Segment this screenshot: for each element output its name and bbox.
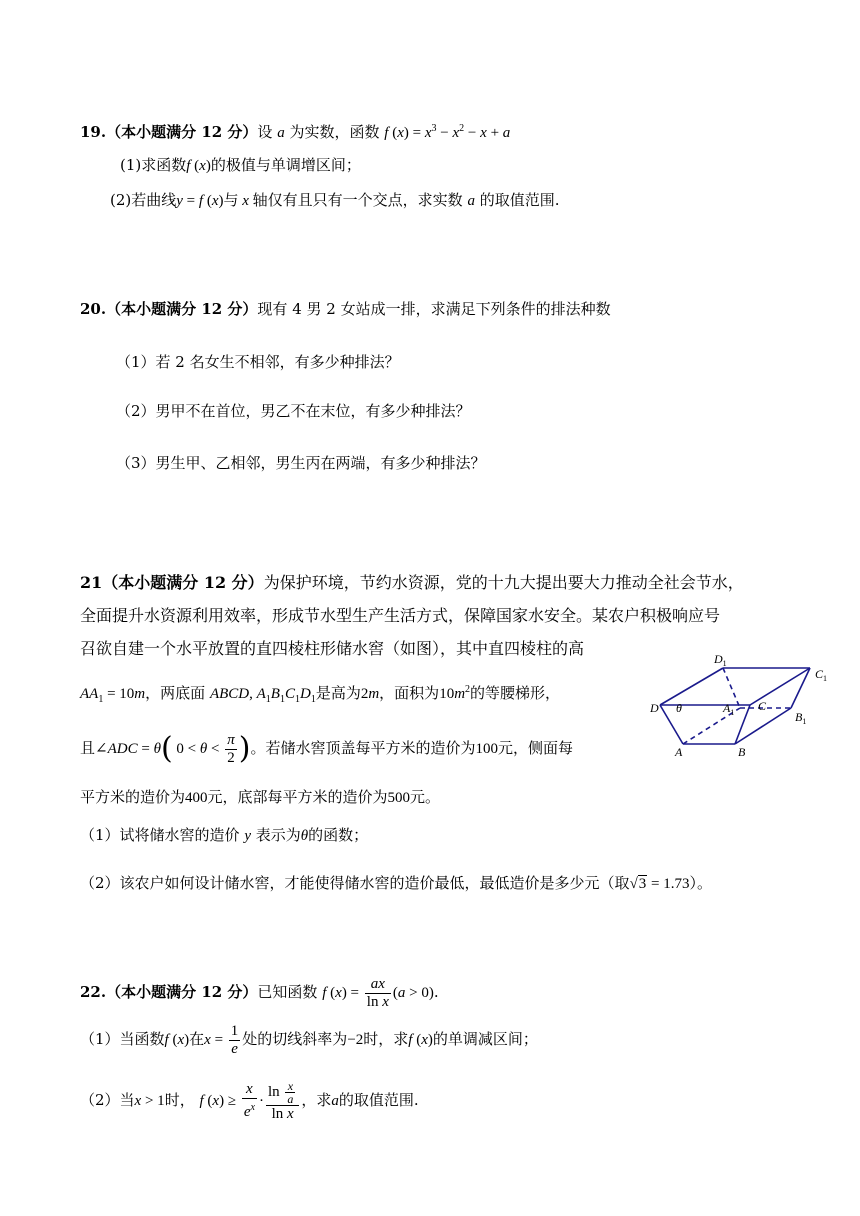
- q19-stem: 19.（本小题满分 12 分）设 a 为实数，函数 f $(x) = x^3 - x^2 - x + a$: [80, 123, 511, 141]
- label-A1: $A_1$: [723, 701, 735, 717]
- label-D1: $D_1$: [714, 652, 727, 668]
- prism-figure: [650, 650, 840, 760]
- label-theta: θ: [676, 701, 682, 715]
- q22-part2: （2）当x > 1时， f (x) ≥ $\frac{x}{e^x}$ · ln $\frac{x}{a}$ ln x ，求a的取值范围.: [80, 1078, 419, 1122]
- label-A: A: [675, 745, 683, 759]
- label-B1: $B_1$: [795, 710, 807, 726]
- q20-part3: （3）男生甲、乙相邻，男生丙在两端，有多少种排法？: [116, 454, 486, 472]
- q21-heading: 21（本小题满分 12 分）: [80, 573, 264, 592]
- q22-heading: 22.（本小题满分 12 分）: [80, 983, 258, 1001]
- q20-part1: （1）若 2 名女生不相邻，有多少种排法？: [116, 353, 400, 371]
- edge-bb1: [735, 708, 791, 744]
- q21-line1: 21（本小题满分 12 分）为保护环境，节约水资源，党的十九大提出要大力推动全社会节水，: [80, 573, 744, 592]
- q19-part2: (2)若曲线y = f (x)与 x 轴仅有且只有一个交点，求实数 a 的取值范围.: [110, 191, 560, 209]
- q19-heading: 19.（本小题满分 12 分）: [80, 123, 258, 141]
- q20-heading: 20.（本小题满分 12 分）: [80, 300, 258, 318]
- q19-part1: (1)求函数f (x)的极值与单调增区间；: [120, 156, 361, 174]
- q21-line4: $AA_1 = 10m$，两底面 ABCD, $A_1B_1C_1D_1$是高为2m，面积为$10m^2$的等腰梯形，: [80, 684, 561, 705]
- label-C1: $C_1$: [815, 667, 828, 683]
- q21-line2: 全面提升水资源利用效率，形成节水型生产生活方式，保障国家水安全。某农户积极响应号: [80, 606, 721, 625]
- label-D: D: [650, 701, 659, 715]
- q20-stem: 20.（本小题满分 12 分）现有 4 男 2 女站成一排，求满足下列条件的排法种数: [80, 300, 611, 318]
- q21-line3: 召欲自建一个水平放置的直四棱柱形储水窖（如图），其中直四棱柱的高: [80, 639, 585, 658]
- edge-bc: [735, 705, 750, 744]
- q21-line6: 平方米的造价为400元，底部每平方米的造价为500元。: [80, 788, 441, 806]
- q21-line5: 且∠ADC = θ( 0 < θ < $\frac{\pi}{2}$ )。若储水窖顶盖每平方米的造价为100元，侧面每: [80, 731, 573, 766]
- q21-part2: （2）该农户如何设计储水窖，才能使得储水窖的造价最低，最低造价是多少元（取√3 = 1.73）。: [80, 874, 713, 892]
- q20-part2: （2）男甲不在首位，男乙不在末位，有多少种排法？: [116, 402, 471, 420]
- label-C: C: [758, 699, 767, 713]
- edge-dd1: [660, 668, 723, 705]
- q21-part1: （1）试将储水窖的造价 y 表示为θ的函数；: [80, 826, 369, 844]
- q19-function-formula: f $(x) = x^3 - x^2 - x + a$: [384, 123, 511, 141]
- label-B: B: [738, 745, 746, 759]
- q22-stem: 22.（本小题满分 12 分）已知函数 f (x) = $\frac{ax}{\text{ln x}}$ (a > 0).: [80, 975, 439, 1010]
- q22-part1: （1）当函数f (x)在x = $\frac{1}{e}$ 处的切线斜率为−2时，求f (x)的单调减区间；: [80, 1022, 538, 1057]
